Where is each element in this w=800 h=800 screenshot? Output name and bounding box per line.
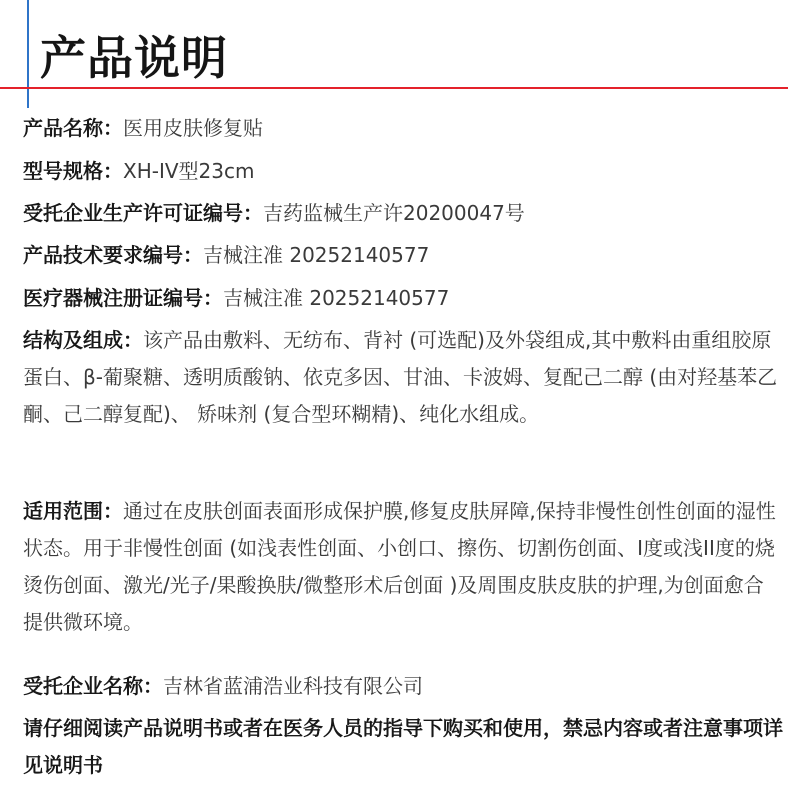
field-value: 吉械注准 20252140577 <box>203 243 430 267</box>
field-label: 受托企业生产许可证编号： <box>23 201 263 225</box>
field-label: 产品技术要求编号： <box>23 243 203 267</box>
field-label: 适用范围： <box>23 499 123 523</box>
field-value: 吉药监械生产许20200047号 <box>263 201 525 225</box>
field-scope-of-use <box>23 493 783 641</box>
field-value: 吉林省蓝浦浩业科技有限公司 <box>163 674 423 698</box>
page-title: 产品说明 <box>40 31 228 85</box>
field-tech-requirement-no <box>23 237 783 274</box>
usage-notice: 请仔细阅读产品说明书或者在医务人员的指导下购买和使用，禁忌内容或者注意事项详见说明书 <box>23 716 783 777</box>
field-entrusted-company <box>23 668 783 705</box>
field-value: 该产品由敷料、无纺布、背衬 (可选配)及外袋组成,其中敷料由重组胶原蛋白、β-葡聚糖、透明质酸钠、依克多因、甘油、卡波姆、复配己二醇 (由对羟基苯乙酮、己二醇复配)、 矫味剂 (复合型环糊精)、纯化水组成。 <box>23 328 778 426</box>
field-label: 受托企业名称： <box>23 674 163 698</box>
field-label: 医疗器械注册证编号： <box>23 286 223 310</box>
field-registration-no <box>23 280 783 317</box>
field-value: 吉械注准 20252140577 <box>223 286 450 310</box>
field-model-spec <box>23 153 783 190</box>
vertical-accent-line <box>27 0 29 108</box>
field-value: 通过在皮肤创面表面形成保护膜,修复皮肤屏障,保持非慢性创性创面的湿性状态。用于非慢性创面 (如浅表性创面、小创口、擦伤、切割伤创面、I度或浅II度的烧烫伤创面、激光/光子/果酸换肤/微整形术后创面 )及周围皮肤皮肤的护理,为创面愈合提供微环境。 <box>23 499 776 634</box>
field-production-license <box>23 195 783 232</box>
field-label: 产品名称： <box>23 116 123 140</box>
field-label: 型号规格： <box>23 159 123 183</box>
field-composition <box>23 322 783 433</box>
field-product-name <box>23 110 783 147</box>
field-label: 结构及组成： <box>23 328 143 352</box>
field-value: 医用皮肤修复贴 <box>123 116 263 140</box>
field-value: XH-IV型23cm <box>123 159 255 183</box>
